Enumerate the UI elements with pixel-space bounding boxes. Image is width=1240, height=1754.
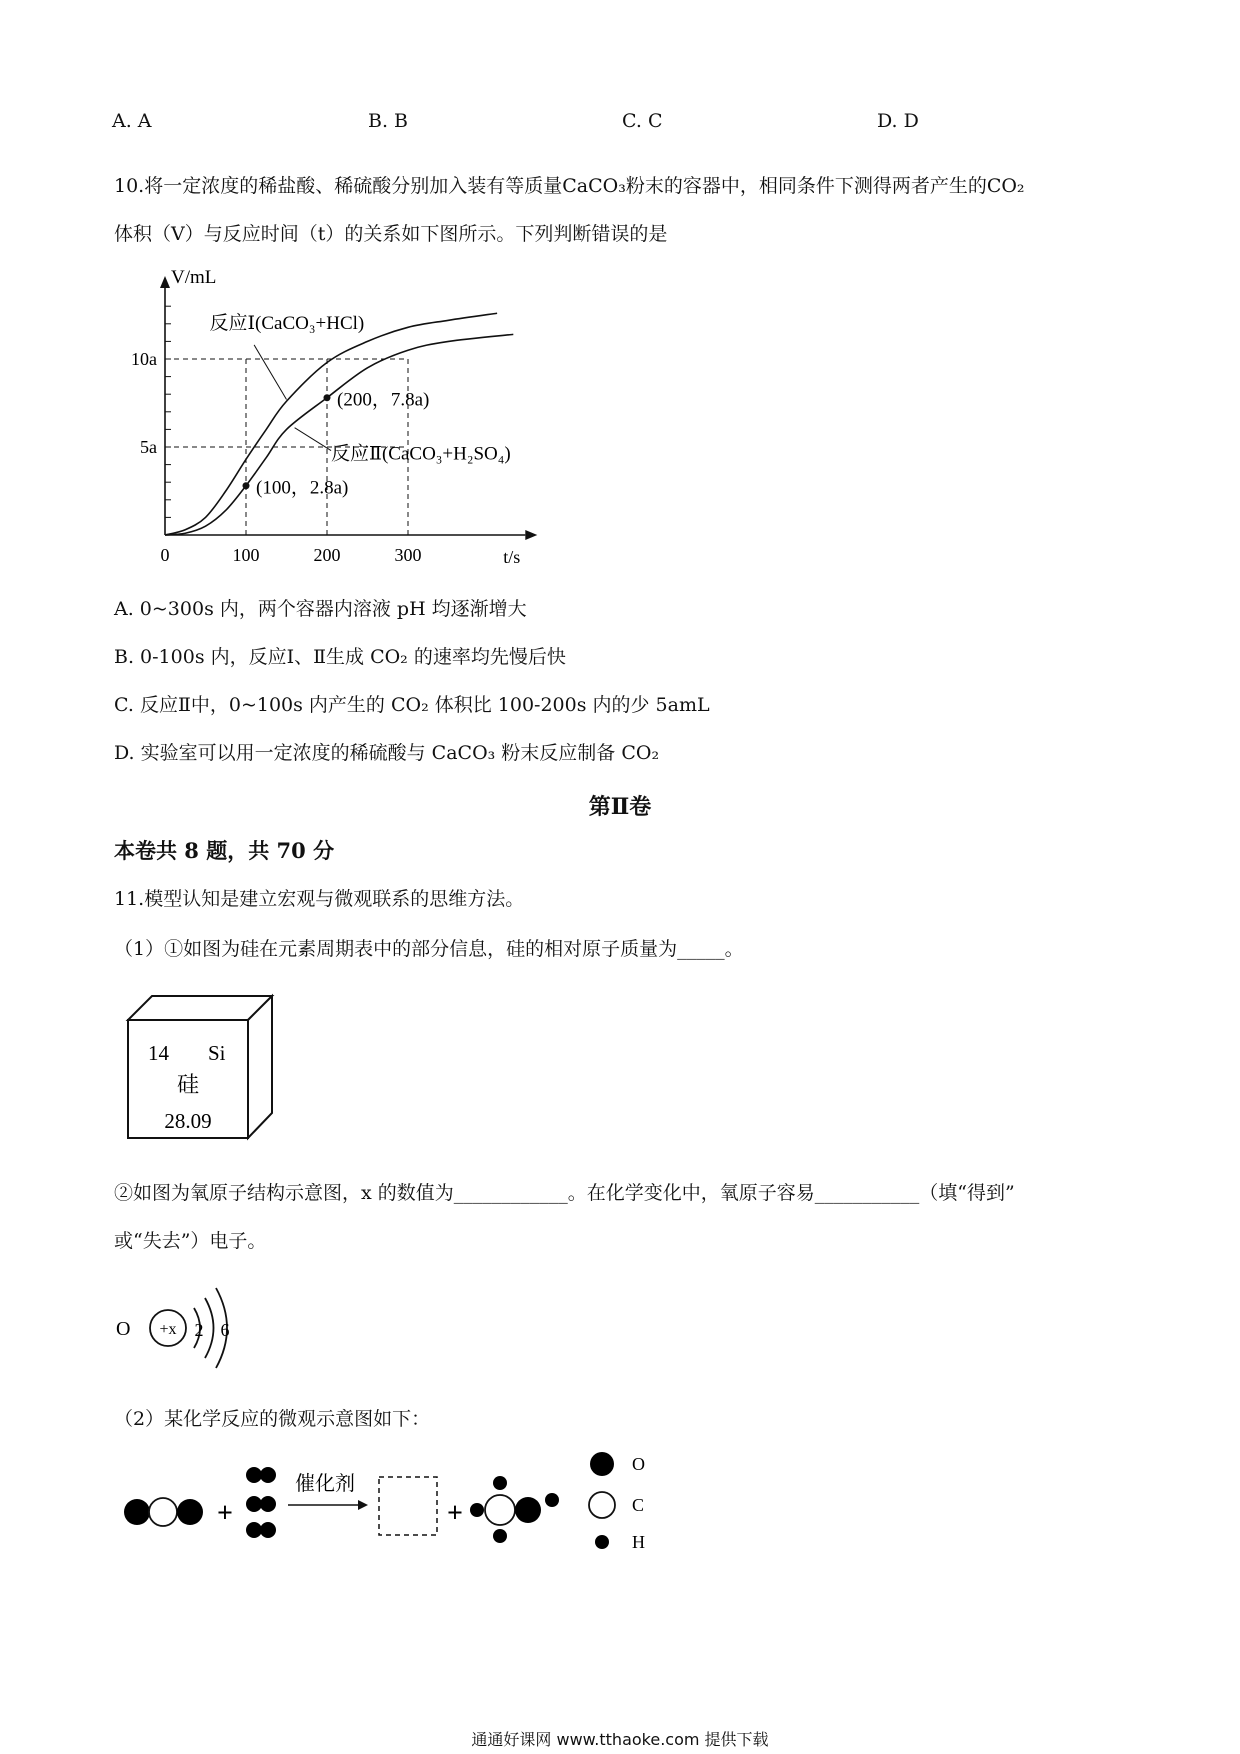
y-tick-label: 5a [140,437,157,457]
oxygen-atom-diagram [110,1280,250,1370]
series-label-2: 反应Ⅱ(CaCO₃+H₂SO₄) [331,443,511,465]
series-line-2 [165,334,513,535]
x-tick-label: 100 [232,545,260,565]
data-point-2 [324,394,331,401]
reaction-plus-1: + [217,1498,233,1529]
atom-shell2-electrons: 6 [220,1320,230,1340]
element-number: 14 [148,1041,169,1065]
data-point-label-1: (100，2.8a) [256,477,349,499]
y-tick-label: 10a [131,349,157,369]
catalyst-label: 催化剂 [295,1473,355,1495]
element-symbol: Si [208,1041,226,1065]
unknown-product-box [379,1477,437,1535]
q11-part3: （2）某化学反应的微观示意图如下： [114,1408,431,1430]
x-tick-label: 300 [394,545,422,565]
q11-part2-line1: ②如图为氧原子结构示意图，x 的数值为____________。在化学变化中，氧原子容易___________（填“得到” [114,1182,1015,1204]
element-name: 硅 [176,1072,200,1097]
x-axis-arrow [525,530,537,540]
atom-shell1-electrons: 2 [194,1320,204,1340]
q11-part1: （1）①如图为硅在元素周期表中的部分信息，硅的相对原子质量为_____。 [114,938,744,960]
q10-option-c: C. 反应Ⅱ中，0~100s 内产生的 CO₂ 体积比 100-200s 内的少 5amL [114,694,710,716]
reaction-diagram [110,1450,690,1600]
q9-option-b: B. B [368,110,409,132]
y-axis-arrow [160,276,170,288]
q10-stem-line1: 10.将一定浓度的稀盐酸、稀硫酸分别加入装有等质量CaCO₃粉末的容器中，相同条件下测得两者产生的CO₂ [114,175,1025,197]
q10-stem-line2: 体积（V）与反应时间（t）的关系如下图所示。下列判断错误的是 [114,223,668,245]
section-title: 第Ⅱ卷 [588,794,652,820]
q9-option-c: C. C [622,110,663,132]
series-label-1: 反应Ⅰ(CaCO₃+HCl) [209,313,365,335]
section-subtitle: 本卷共 8 题，共 70 分 [114,838,335,863]
x-axis-label: t/s [503,547,521,567]
atom-nucleus-charge: +x [159,1321,177,1338]
atom-symbol: O [116,1318,131,1340]
element-mass: 28.09 [164,1109,212,1133]
q11-stem: 11.模型认知是建立宏观与微观联系的思维方法。 [114,888,525,910]
q9-option-a: A. A [112,110,152,132]
legend-c: C [632,1495,645,1515]
legend-o: O [632,1454,645,1474]
data-point-label-2: (200，7.8a) [337,389,430,411]
series-line-1 [165,313,497,535]
y-axis-label: V/mL [171,270,217,288]
series-label-1-leader [254,345,286,400]
data-point-1 [243,482,250,489]
reaction-plus-2: + [447,1498,463,1529]
page-footer: 通通好课网 www.tthaoke.com 提供下载 [471,1730,769,1749]
x-tick-label: 200 [313,545,341,565]
q10-chart [110,270,580,570]
q9-option-d: D. D [877,110,919,132]
q10-option-a: A. 0~300s 内，两个容器内溶液 pH 均逐渐增大 [114,598,527,620]
q10-option-d: D. 实验室可以用一定浓度的稀硫酸与 CaCO₃ 粉末反应制备 CO₂ [114,742,660,764]
legend-h: H [632,1532,645,1552]
x-tick-label: 0 [160,545,170,565]
q9-options [0,108,1240,134]
q11-part2-line2: 或“失去”）电子。 [114,1230,267,1252]
element-cell-silicon [120,988,280,1148]
q10-option-b: B. 0-100s 内，反应Ⅰ、Ⅱ生成 CO₂ 的速率均先慢后快 [114,646,566,668]
